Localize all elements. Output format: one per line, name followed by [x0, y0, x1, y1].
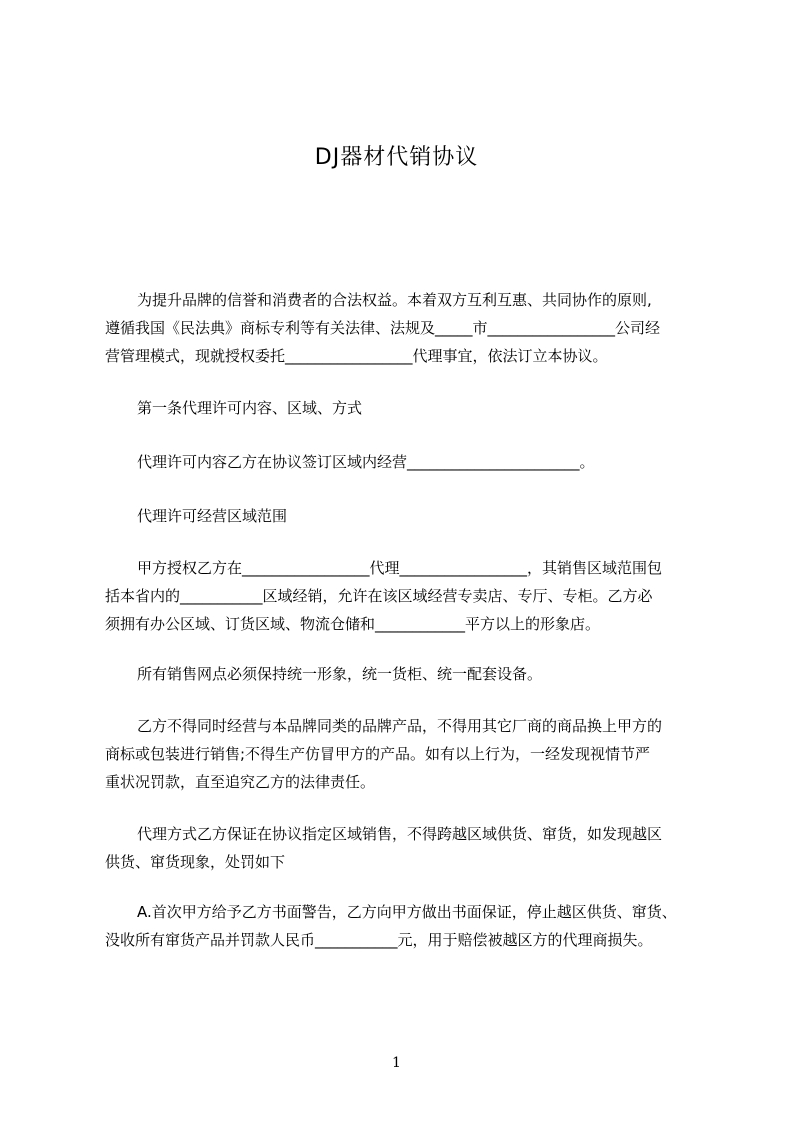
text-line: 重状况罚款，直至追究乙方的法律责任。	[105, 773, 376, 791]
text-line: 供货、窜货现象，处罚如下	[105, 853, 286, 871]
paragraph-agency-method	[105, 820, 705, 876]
text-line: 括本省内的___________区域经销，允许在该区域经营专卖店、专厅、专柜。乙方必	[105, 587, 653, 605]
text-line: 代理许可经营区域范围	[137, 507, 288, 525]
paragraph-penalty-a	[105, 898, 705, 954]
paragraph-license-content	[105, 448, 705, 476]
text-line: 乙方不得同时经营与本品牌同类的品牌产品，不得用其它厂商的商品换上甲方的	[137, 717, 663, 735]
text-line: 第一条代理许可内容、区域、方式	[137, 399, 363, 417]
text-line: 代理许可内容乙方在协议签订区域内经营_______________________。	[137, 453, 595, 471]
text-line: 须拥有办公区域、订货区域、物流仓储和____________平方以上的形象店。	[105, 615, 601, 633]
document-title: DJ器材代销协议	[314, 145, 479, 170]
text-line: 遵循我国《民法典》商标专利等有关法律、法规及_____市_________________公司经	[105, 319, 661, 337]
text-line: 甲方授权乙方在_________________代理_________________，其销售区域范围包	[137, 559, 663, 577]
text-line: 营管理模式，现就授权委托_________________代理事宜，依法订立本协议。	[105, 347, 608, 365]
text-line: 为提升品牌的信誉和消费者的合法权益。本着双方互利互惠、共同协作的原则,	[137, 291, 652, 309]
paragraph-article-heading	[105, 394, 705, 422]
paragraph-region-scope	[105, 554, 705, 638]
paragraph-preamble	[105, 286, 705, 370]
text-line: 代理方式乙方保证在协议指定区域销售，不得跨越区域供货、窜货，如发现越区	[137, 825, 663, 843]
paragraph-unified-image	[105, 660, 705, 688]
page-number: 1	[392, 1055, 401, 1071]
paragraph-region-heading	[105, 502, 705, 530]
text-line: 没收所有窜货产品并罚款人民币___________元，用于赔偿被越区方的代理商损失。	[105, 931, 653, 949]
text-line: 所有销售网点必须保持统一形象，统一货柜、统一配套设备。	[137, 665, 543, 683]
text-line: 商标或包装进行销售;不得生产仿冒甲方的产品。如有以上行为，一经发现视情节严	[105, 745, 651, 763]
text-line: A.首次甲方给予乙方书面警告，乙方向甲方做出书面保证，停止越区供货、窜货、	[137, 903, 677, 921]
paragraph-competing-products	[105, 712, 705, 796]
